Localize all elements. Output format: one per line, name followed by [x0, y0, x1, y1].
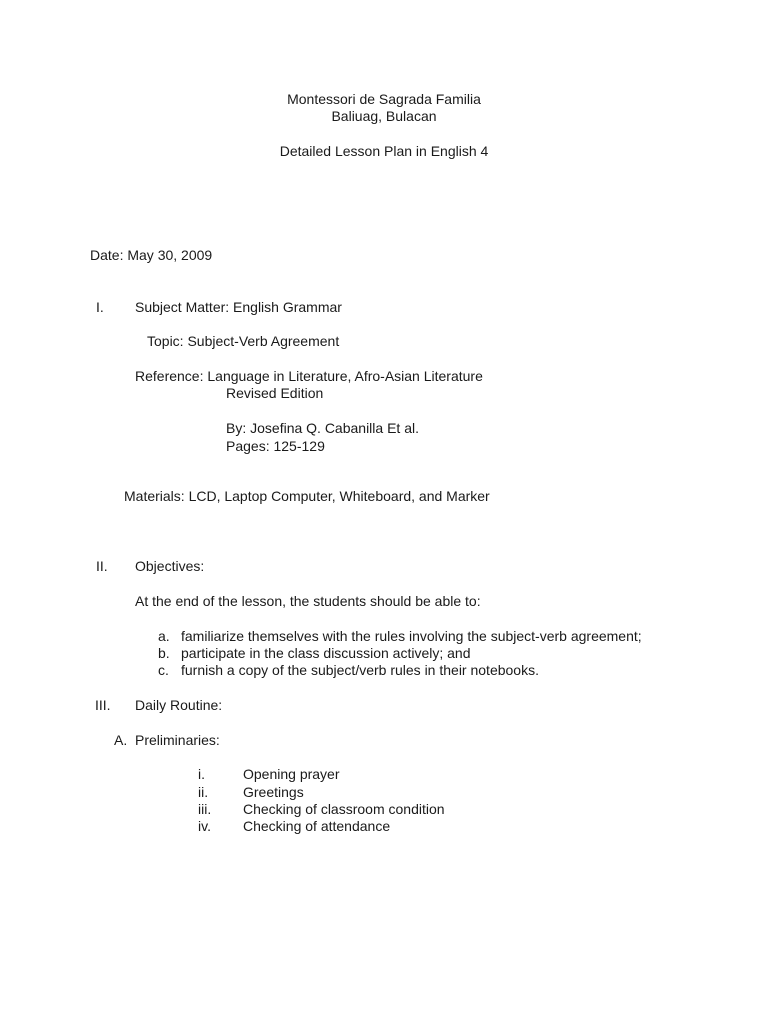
reference-pages: Pages: 125-129 [226, 438, 325, 454]
reference: Reference: Language in Literature, Afro-Asian Literature [135, 368, 483, 384]
preliminaries-heading: Preliminaries: [135, 732, 220, 748]
preliminary-marker: i. [198, 766, 205, 782]
objective-item: participate in the class discussion actively; and [181, 645, 471, 661]
preliminaries-marker: A. [114, 732, 128, 748]
section-1-numeral: I. [96, 299, 104, 315]
daily-routine-heading: Daily Routine: [135, 697, 223, 713]
school-location: Baliuag, Bulacan [331, 108, 437, 124]
section-2-numeral: II. [96, 558, 108, 574]
objectives-intro: At the end of the lesson, the students should be able to: [135, 593, 481, 609]
objective-marker: a. [158, 628, 170, 644]
document-title: Detailed Lesson Plan in English 4 [279, 143, 489, 159]
reference-author: By: Josefina Q. Cabanilla Et al. [226, 420, 419, 436]
topic: Topic: Subject-Verb Agreement [147, 333, 340, 349]
section-3-numeral: III. [95, 697, 111, 713]
objective-marker: b. [158, 645, 170, 661]
subject-matter: Subject Matter: English Grammar [135, 299, 342, 315]
reference-edition: Revised Edition [226, 385, 324, 401]
school-name: Montessori de Sagrada Familia [287, 91, 481, 107]
materials: Materials: LCD, Laptop Computer, Whiteboard, and Marker [124, 488, 490, 504]
lesson-date: Date: May 30, 2009 [90, 247, 213, 263]
preliminary-marker: ii. [198, 784, 209, 800]
preliminary-item: Opening prayer [243, 766, 340, 782]
objectives-heading: Objectives: [135, 558, 205, 574]
objective-marker: c. [158, 662, 169, 678]
objective-item: furnish a copy of the subject/verb rules in their notebooks. [181, 662, 539, 678]
objective-item: familiarize themselves with the rules involving the subject-verb agreement; [181, 628, 642, 644]
preliminary-marker: iii. [198, 801, 212, 817]
preliminary-item: Checking of attendance [243, 818, 391, 834]
preliminary-marker: iv. [198, 818, 211, 834]
preliminary-item: Greetings [243, 784, 304, 800]
preliminary-item: Checking of classroom condition [243, 801, 445, 817]
